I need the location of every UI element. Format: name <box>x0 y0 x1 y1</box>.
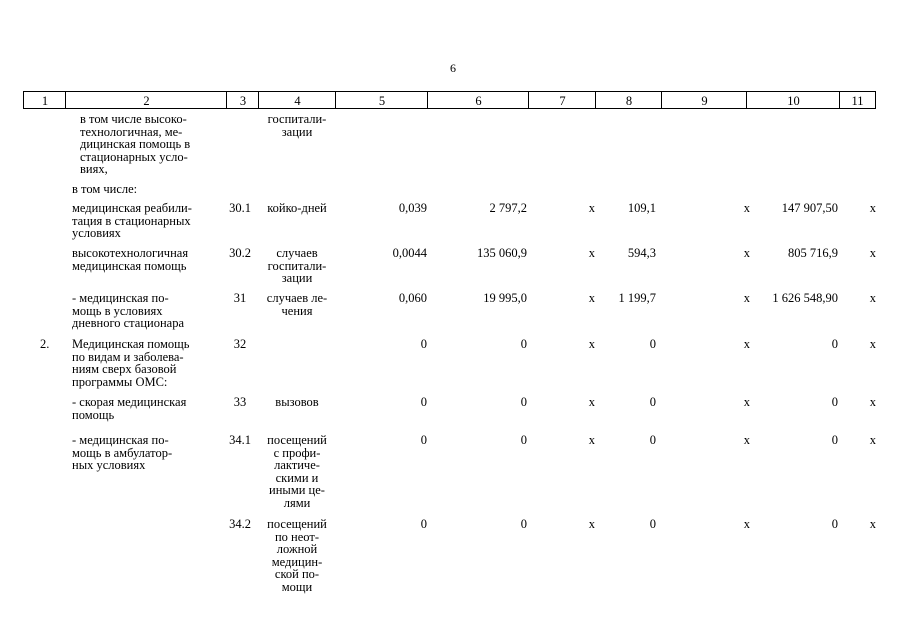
header-cell: 11 <box>839 91 876 109</box>
table-cell: х <box>588 433 595 447</box>
table-cell: х <box>743 433 750 447</box>
table-cell: 0 <box>520 337 527 351</box>
table-cell: 135 060,9 <box>477 246 527 260</box>
header-cell: 5 <box>335 91 428 109</box>
table-cell: х <box>588 201 595 215</box>
header-cell: 10 <box>746 91 840 109</box>
header-cell: 8 <box>595 91 662 109</box>
header-cell: 6 <box>427 91 529 109</box>
header-cell: 4 <box>258 91 336 109</box>
table-cell: 805 716,9 <box>788 246 838 260</box>
table-cell: х <box>869 395 876 409</box>
table-cell: х <box>869 517 876 531</box>
table-header <box>23 91 876 110</box>
table-cell: х <box>743 517 750 531</box>
table-cell: 0 <box>420 433 427 447</box>
table-cell: 0 <box>831 337 838 351</box>
table-cell: госпитали- зации <box>267 112 327 139</box>
table-cell: койко-дней <box>267 201 327 215</box>
table-cell: 0 <box>520 517 527 531</box>
table-cell: х <box>743 246 750 260</box>
table-cell: х <box>743 291 750 305</box>
table-cell: 30.1 <box>229 201 251 215</box>
table-cell: Медицинская помощь по видам и заболева- ниям сверх базовой программы ОМС: <box>72 337 190 389</box>
table-cell: х <box>869 433 876 447</box>
table-cell: 32 <box>233 337 247 351</box>
table-cell: - медицинская по- мощь в условиях дневного стационара <box>72 291 185 330</box>
table-cell: посещений по неот- ложной медицин- ской по- мощи <box>267 517 327 594</box>
page-number: 6 <box>450 61 456 75</box>
table-cell: 147 907,50 <box>781 201 838 215</box>
table-cell: х <box>588 337 595 351</box>
header-cell: 2 <box>65 91 227 109</box>
table-cell: х <box>743 337 750 351</box>
table-cell: 0,0044 <box>392 246 427 260</box>
header-cell: 1 <box>23 91 66 109</box>
table-cell: - медицинская по- мощь в амбулатор- ных условиях <box>72 433 173 472</box>
header-cell: 7 <box>528 91 596 109</box>
table-cell: 34.2 <box>229 517 251 531</box>
table-cell: 0 <box>420 517 427 531</box>
table-cell: 0,060 <box>398 291 427 305</box>
table-cell: х <box>588 291 595 305</box>
table-cell: случаев госпитали- зации <box>267 246 327 285</box>
table-cell: х <box>869 246 876 260</box>
table-cell: 0 <box>649 337 656 351</box>
table-cell: посещений с профи- лактиче- скими и иными це- лями <box>267 433 327 510</box>
table-cell: 31 <box>233 291 247 305</box>
table-cell: 0 <box>420 395 427 409</box>
table-cell: х <box>869 337 876 351</box>
table-cell: 2. <box>40 337 50 351</box>
table-cell: х <box>588 395 595 409</box>
table-cell: х <box>869 291 876 305</box>
table-cell: в том числе: <box>72 182 138 196</box>
table-cell: вызовов <box>275 395 319 409</box>
table-cell: 0 <box>520 395 527 409</box>
table-cell: 1 626 548,90 <box>772 291 838 305</box>
table-cell: случаев ле- чения <box>266 291 328 318</box>
table-cell: 33 <box>233 395 247 409</box>
table-cell: 0 <box>649 517 656 531</box>
header-cell: 3 <box>226 91 259 109</box>
table-cell: медицинская реабили- тация в стационарных условиях <box>72 201 192 240</box>
table-cell: х <box>743 201 750 215</box>
table-cell: 1 199,7 <box>618 291 656 305</box>
table-cell: 34.1 <box>229 433 251 447</box>
table-cell: 19 995,0 <box>483 291 527 305</box>
table-cell: 0 <box>649 433 656 447</box>
table-cell: 0 <box>831 433 838 447</box>
table-cell: - скорая медицинская помощь <box>72 395 187 422</box>
table-cell: 0 <box>520 433 527 447</box>
table-cell: 0 <box>649 395 656 409</box>
table-cell: 2 797,2 <box>489 201 527 215</box>
table-cell: 0 <box>831 517 838 531</box>
table-cell: х <box>588 246 595 260</box>
table-cell: 0,039 <box>398 201 427 215</box>
table-cell: 30.2 <box>229 246 251 260</box>
table-cell: в том числе высоко- технологичная, ме- дицинская помощь в стационарных усло- виях, <box>80 112 191 176</box>
table-cell: х <box>588 517 595 531</box>
table-cell: 109,1 <box>627 201 656 215</box>
table-cell: х <box>869 201 876 215</box>
header-cell: 9 <box>661 91 747 109</box>
table-cell: 0 <box>831 395 838 409</box>
table-cell: х <box>743 395 750 409</box>
table-cell: 594,3 <box>627 246 656 260</box>
table-cell: 0 <box>420 337 427 351</box>
table-cell: высокотехнологичная медицинская помощь <box>72 246 189 273</box>
